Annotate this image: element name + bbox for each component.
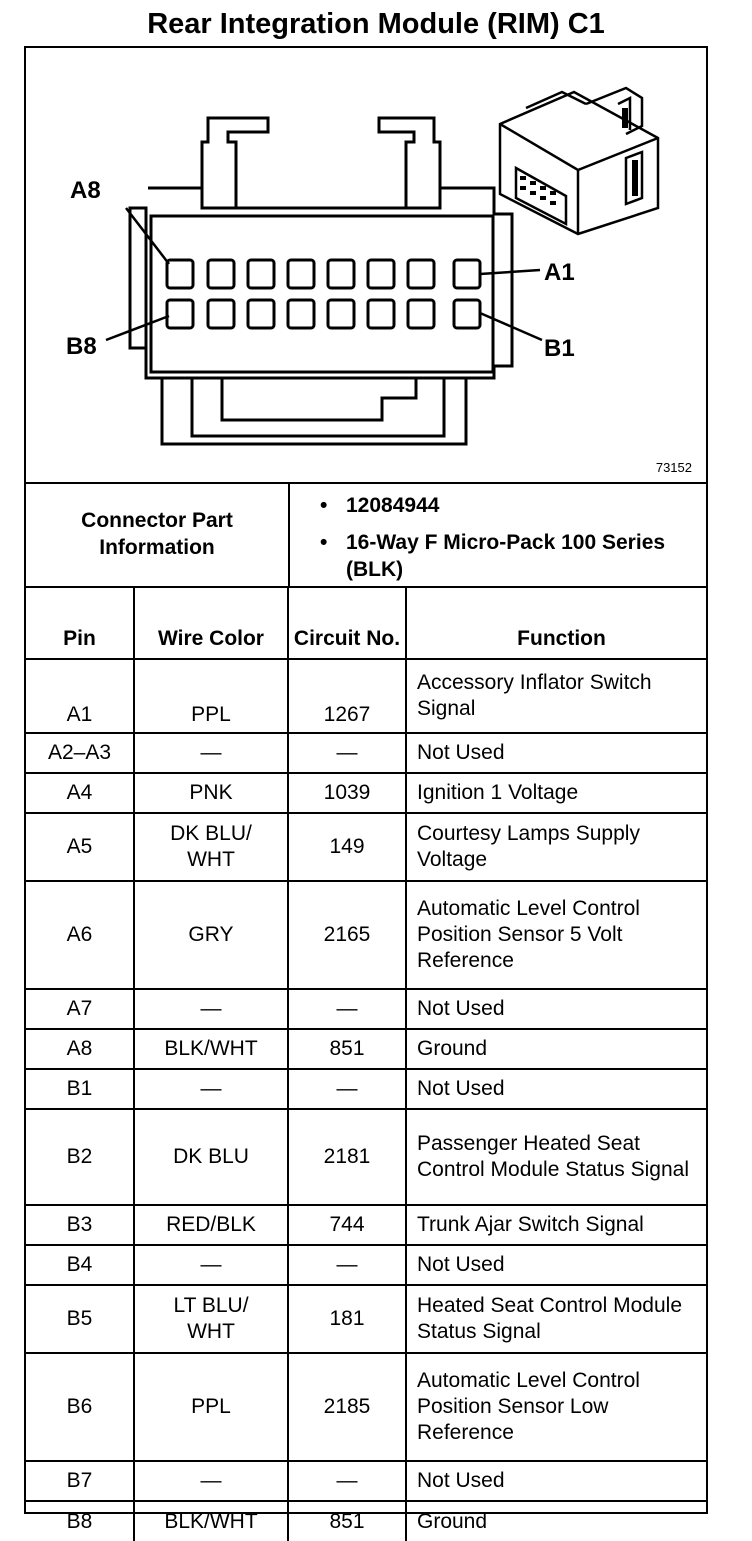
table-row (26, 1501, 706, 1541)
figure-number: 73152 (655, 460, 692, 475)
connector-document-frame (24, 46, 708, 1533)
pin-cell: B6 (26, 1353, 134, 1461)
pin-cavities (167, 260, 480, 328)
circuit-cell: 851 (288, 1029, 406, 1069)
circuit-cell: — (288, 989, 406, 1029)
function-cell: Ground (406, 1501, 706, 1541)
table-row (26, 1285, 706, 1353)
pin-cell: B8 (26, 1501, 134, 1541)
table-row (26, 989, 706, 1029)
circuit-cell: 744 (288, 1205, 406, 1245)
label-b8: B8 (66, 333, 97, 360)
header-wire-color: Wire Color (134, 586, 288, 659)
wire-color-cell: DK BLU (134, 1109, 288, 1205)
pin-cell: A6 (26, 881, 134, 989)
wire-color-cell: — (134, 733, 288, 773)
function-cell: Not Used (406, 989, 706, 1029)
circuit-cell: — (288, 733, 406, 773)
pin-cell: B4 (26, 1245, 134, 1285)
circuit-cell: 1039 (288, 773, 406, 813)
circuit-cell: 2185 (288, 1353, 406, 1461)
pin-cell: A1 (26, 659, 134, 733)
table-row (26, 773, 706, 813)
wire-color-cell: PPL (134, 659, 288, 733)
table-row (26, 1205, 706, 1245)
table-row (26, 881, 706, 989)
wire-color-cell: — (134, 1069, 288, 1109)
function-cell: Not Used (406, 1461, 706, 1501)
function-cell: Automatic Level Control Position Sensor Low Reference (406, 1353, 706, 1461)
pin-cell: A2–A3 (26, 733, 134, 773)
header-function: Function (406, 586, 706, 659)
pin-cell: A4 (26, 773, 134, 813)
table-row (26, 1069, 706, 1109)
table-row (26, 1353, 706, 1461)
function-cell: Not Used (406, 1069, 706, 1109)
pin-cell: A5 (26, 813, 134, 881)
pin-cell: B2 (26, 1109, 134, 1205)
circuit-cell: — (288, 1461, 406, 1501)
wire-color-cell: PNK (134, 773, 288, 813)
wire-color-cell: — (134, 1461, 288, 1501)
wire-color-cell: PPL (134, 1353, 288, 1461)
function-cell: Trunk Ajar Switch Signal (406, 1205, 706, 1245)
function-cell: Not Used (406, 1245, 706, 1285)
wire-color-cell: GRY (134, 881, 288, 989)
function-cell: Courtesy Lamps Supply Voltage (406, 813, 706, 881)
circuit-cell: 149 (288, 813, 406, 881)
function-cell: Heated Seat Control Module Status Signal (406, 1285, 706, 1353)
table-body (26, 659, 706, 1541)
function-cell: Ignition 1 Voltage (406, 773, 706, 813)
wire-color-cell: LT BLU/ WHT (134, 1285, 288, 1353)
connector-part-info (26, 482, 706, 588)
function-cell: Passenger Heated Seat Control Module Status Signal (406, 1109, 706, 1205)
circuit-cell: 2181 (288, 1109, 406, 1205)
wire-color-cell: BLK/WHT (134, 1501, 288, 1541)
table-row (26, 733, 706, 773)
table-row (26, 813, 706, 881)
pin-cell: A8 (26, 1029, 134, 1069)
function-cell: Automatic Level Control Position Sensor 5 Volt Reference (406, 881, 706, 989)
wire-color-cell: — (134, 1245, 288, 1285)
circuit-cell: 1267 (288, 659, 406, 733)
wire-color-cell: BLK/WHT (134, 1029, 288, 1069)
table-row (26, 1109, 706, 1205)
part-number-item: • 12084944 (320, 492, 706, 519)
connector-face-drawing (26, 48, 706, 482)
page-title: Rear Integration Module (RIM) C1 (147, 8, 605, 40)
pin-cell: B5 (26, 1285, 134, 1353)
pin-cell: A7 (26, 989, 134, 1029)
header-circuit: Circuit No. (288, 586, 406, 659)
table-header-row (26, 586, 706, 659)
wire-color-cell: DK BLU/ WHT (134, 813, 288, 881)
label-a1: A1 (544, 259, 575, 286)
connector-info-heading: Connector Part Information (26, 482, 290, 586)
table-row (26, 1461, 706, 1501)
connector-diagram (26, 48, 706, 484)
table-row (26, 659, 706, 733)
pinout-table (26, 586, 706, 1541)
function-cell: Not Used (406, 733, 706, 773)
function-cell: Accessory Inflator Switch Signal (406, 659, 706, 733)
table-row (26, 1245, 706, 1285)
connector-type-item: • 16-Way F Micro-Pack 100 Series (BLK) (320, 529, 706, 583)
connector-info-list (290, 482, 706, 586)
wire-color-cell: — (134, 989, 288, 1029)
pin-cell: B1 (26, 1069, 134, 1109)
pin-leader-lines (106, 208, 542, 340)
circuit-cell: — (288, 1069, 406, 1109)
pin-cell: B7 (26, 1461, 134, 1501)
function-cell: Ground (406, 1029, 706, 1069)
label-a8: A8 (70, 177, 101, 204)
label-b1: B1 (544, 335, 575, 362)
wire-color-cell: RED/BLK (134, 1205, 288, 1245)
table-row (26, 1029, 706, 1069)
header-pin: Pin (26, 586, 134, 659)
circuit-cell: — (288, 1245, 406, 1285)
pin-cell: B3 (26, 1205, 134, 1245)
circuit-cell: 2165 (288, 881, 406, 989)
circuit-cell: 851 (288, 1501, 406, 1541)
circuit-cell: 181 (288, 1285, 406, 1353)
